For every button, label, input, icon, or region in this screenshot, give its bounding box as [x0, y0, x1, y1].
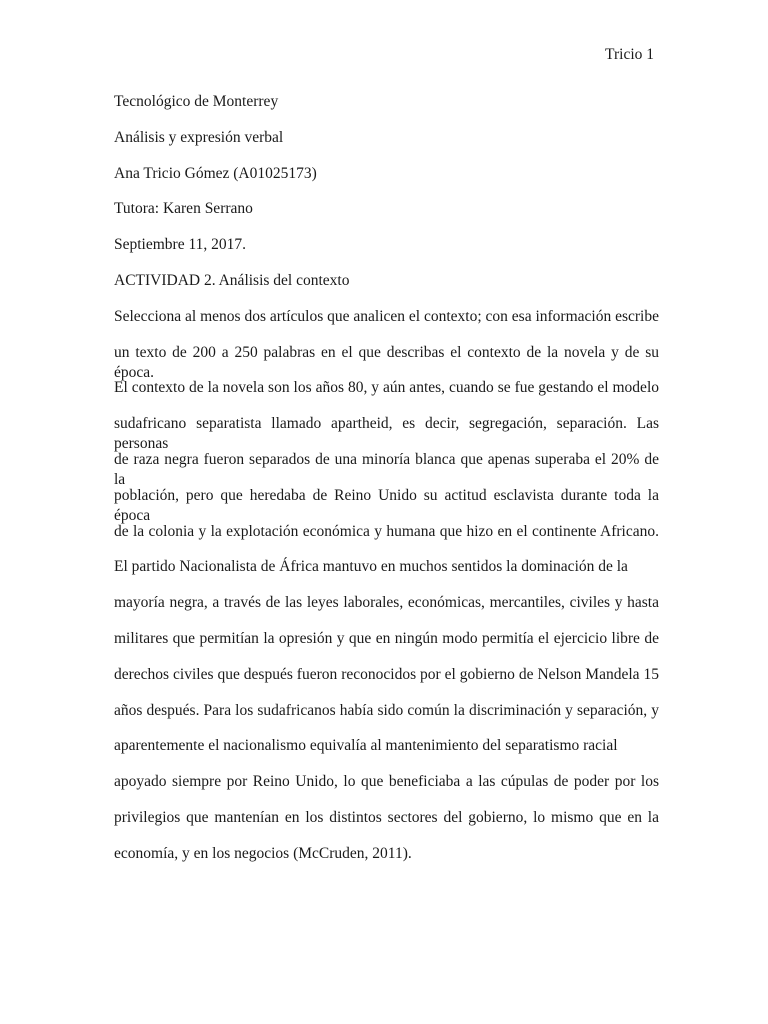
paragraph-line: economía, y en los negocios (McCruden, 2011). [114, 844, 412, 862]
paragraph-line: sudafricano separatista llamado apartheid, es decir, segregación, separación. Las personas [114, 415, 659, 453]
tutor-line: Tutora: Karen Serrano [114, 200, 253, 218]
page-header-label: Tricio 1 [605, 46, 654, 63]
paragraph-line: militares que permitían la opresión y que en ningún modo permitía el ejercicio libre de [114, 629, 659, 647]
paragraph-line: apoyado siempre por Reino Unido, lo que beneficiaba a las cúpulas de poder por los [114, 773, 659, 791]
author-line: Ana Tricio Gómez (A01025173) [114, 164, 317, 182]
paragraph-line: Selecciona al menos dos artículos que analicen el contexto; con esa información escribe [114, 307, 659, 325]
paragraph-line: derechos civiles que después fueron reconocidos por el gobierno de Nelson Mandela 15 [114, 665, 659, 683]
document-body [114, 92, 659, 880]
activity-title: ACTIVIDAD 2. Análisis del contexto [114, 271, 350, 289]
paragraph-line: El partido Nacionalista de África mantuvo en muchos sentidos la dominación de la [114, 558, 628, 576]
institution-line: Tecnológico de Monterrey [114, 93, 279, 110]
paragraph-line: mayoría negra, a través de las leyes laborales, económicas, mercantiles, civiles y hasta [114, 594, 659, 612]
paragraph-line: población, pero que heredaba de Reino Unido su actitud esclavista durante toda la época [114, 486, 659, 524]
paragraph-line: un texto de 200 a 250 palabras en el que describas el contexto de la novela y de su época. [114, 343, 659, 381]
paragraph-line: privilegios que mantenían en los distintos sectores del gobierno, lo mismo que en la [114, 808, 659, 826]
course-line: Análisis y expresión verbal [114, 128, 284, 146]
paragraph-line: años después. Para los sudafricanos había sido común la discriminación y separación, y [114, 701, 659, 719]
paragraph-line: El contexto de la novela son los años 80, y aún antes, cuando se fue gestando el modelo [114, 379, 659, 397]
paragraph-line: aparentemente el nacionalismo equivalía al mantenimiento del separatismo racial [114, 737, 618, 755]
paragraph-line: de la colonia y la explotación económica y humana que hizo en el continente Africano. [114, 522, 659, 540]
paragraph-line: de raza negra fueron separados de una minoría blanca que apenas superaba el 20% de la [114, 450, 659, 488]
date-line: Septiembre 11, 2017. [114, 236, 247, 254]
